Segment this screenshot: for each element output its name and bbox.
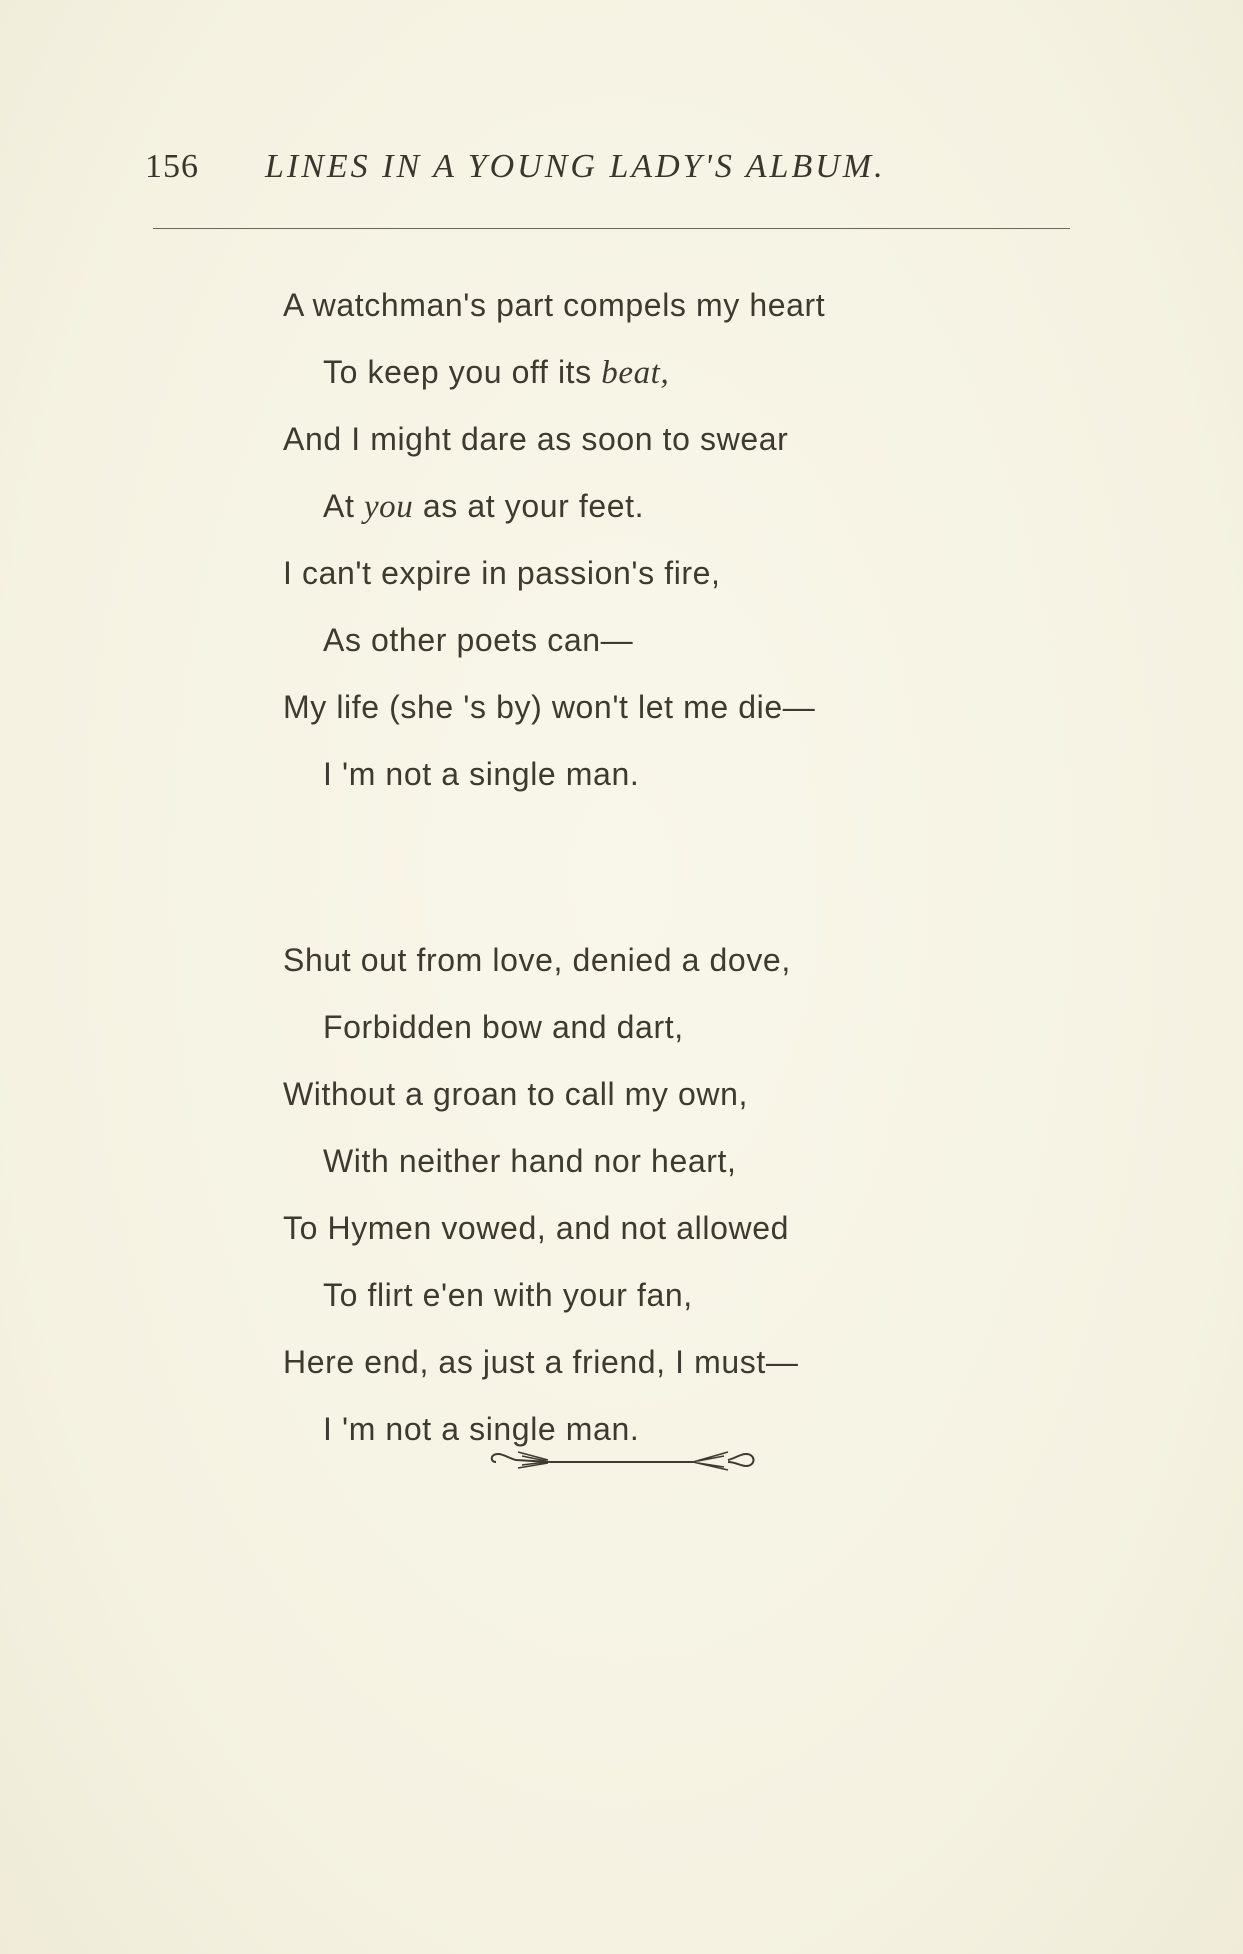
running-title: LINES IN A YOUNG LADY'S ALBUM. — [265, 148, 886, 185]
poem-line: As other poets can— — [323, 622, 634, 658]
stanza-2 — [283, 940, 1003, 1476]
poem-line: Shut out from love, denied a dove, — [283, 942, 791, 978]
stanza-1 — [283, 285, 1003, 821]
page-number: 156 — [145, 148, 199, 185]
poem-line: Forbidden bow and dart, — [323, 1009, 684, 1045]
poem-line: I 'm not a single man. — [323, 1411, 640, 1447]
poem-line: To keep you off its beat, — [323, 354, 670, 391]
poem-line: With neither hand nor heart, — [323, 1143, 737, 1179]
ornamental-dash-icon — [488, 1940, 760, 1952]
poem-line: I can't expire in passion's fire, — [283, 555, 721, 591]
poem-line: I 'm not a single man. — [323, 756, 640, 792]
fleuron-icon — [488, 1440, 760, 1480]
italic-word: you — [363, 489, 414, 525]
poem-line: To Hymen vowed, and not allowed — [283, 1210, 789, 1246]
poem-line: A watchman's part compels my heart — [283, 287, 826, 323]
poem-line: To flirt e'en with your fan, — [323, 1277, 693, 1313]
poem-line: Without a groan to call my own, — [283, 1076, 749, 1112]
poem-line: Here end, as just a friend, I must— — [283, 1344, 799, 1380]
poem-line: At you as at your feet. — [323, 488, 645, 525]
header-rule — [153, 228, 1070, 229]
poem-line: And I might dare as soon to swear — [283, 421, 789, 457]
page-header — [145, 148, 1045, 198]
italic-word: beat, — [601, 355, 670, 391]
poem-line: My life (she 's by) won't let me die— — [283, 689, 816, 725]
